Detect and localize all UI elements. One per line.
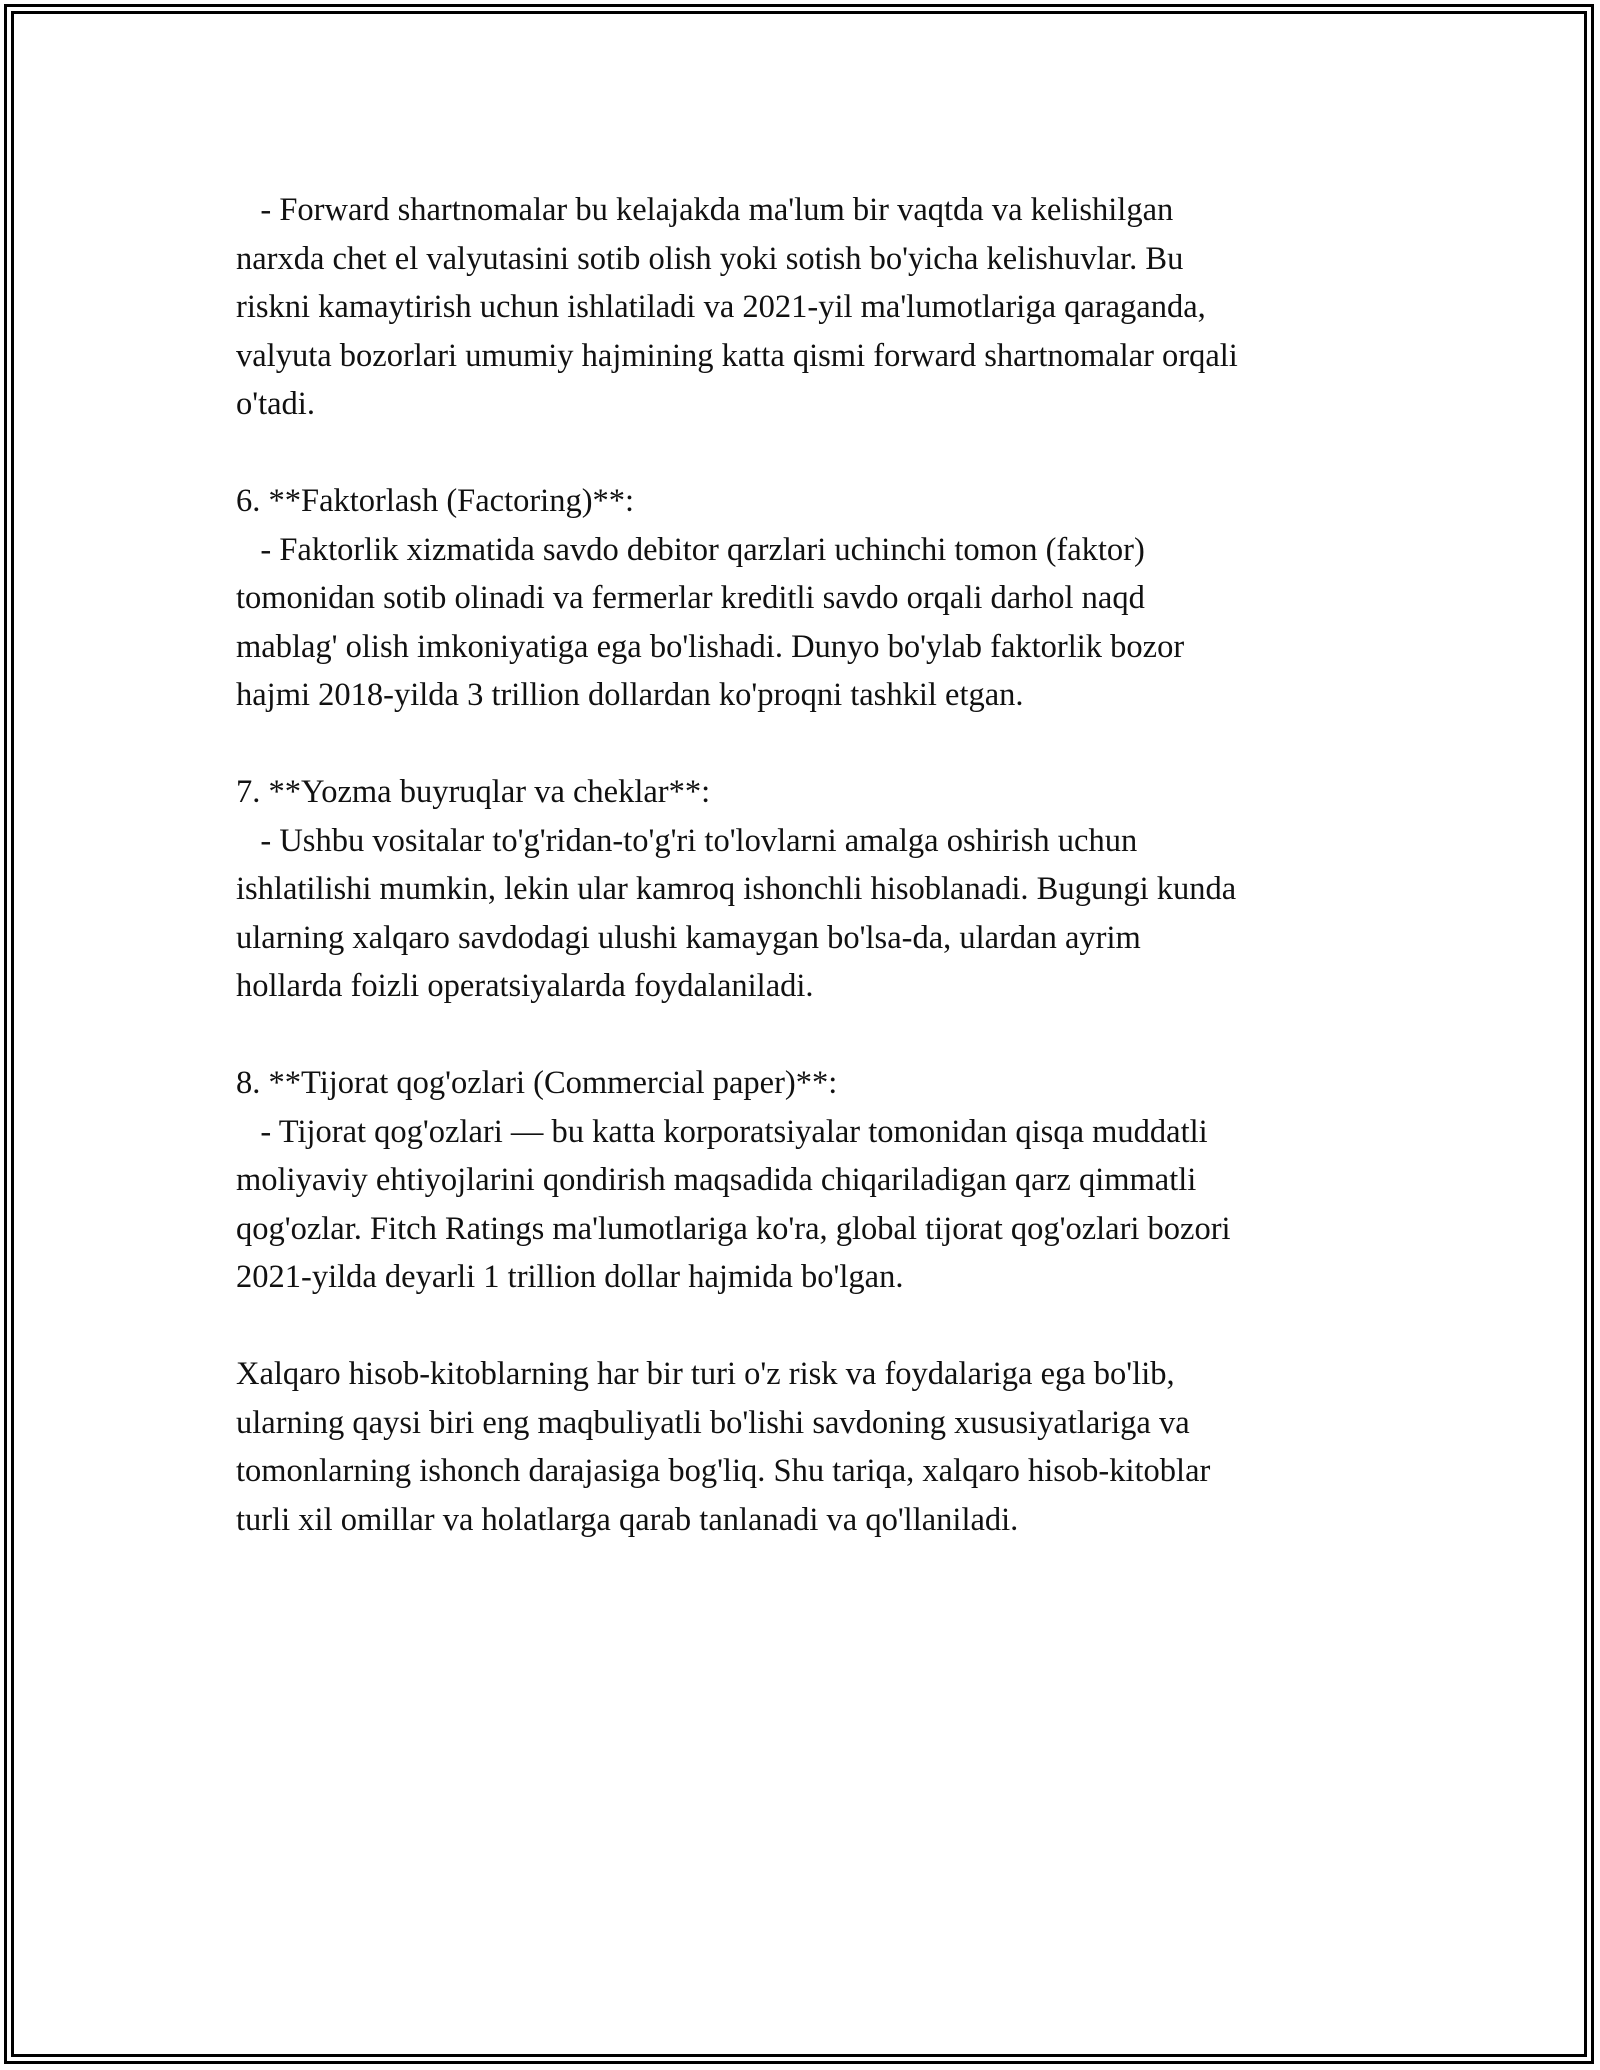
text-line: - Ushbu vositalar to'g'ridan-to'g'ri to'lovlarni amalga oshirish uchun: [236, 822, 1138, 859]
document-body: [236, 186, 1386, 1544]
text-line: Xalqaro hisob-kitoblarning har bir turi o'z risk va foydalariga ega bo'lib,: [236, 1356, 1175, 1392]
text-line: 2021-yilda deyarli 1 trillion dollar hajmida bo'lgan.: [236, 1259, 904, 1295]
section-factoring: [236, 477, 1386, 720]
text-line: moliyaviy ehtiyojlarini qondirish maqsadida chiqariladigan qarz qimmatli: [236, 1162, 1197, 1198]
text-line: qog'ozlar. Fitch Ratings ma'lumotlariga ko'ra, global tijorat qog'ozlari bozori: [236, 1210, 1231, 1247]
text-line: - Faktorlik xizmatida savdo debitor qarzlari uchinchi tomon (faktor): [236, 531, 1145, 568]
text-line: ularning qaysi biri eng maqbuliyatli bo'lishi savdoning xususiyatlariga va: [236, 1404, 1190, 1441]
text-line: ularning xalqaro savdodagi ulushi kamaygan bo'lsa-da, ulardan ayrim: [236, 919, 1141, 956]
text-line: riskni kamaytirish uchun ishlatiladi va 2021-yil ma'lumotlariga qaraganda,: [236, 289, 1206, 325]
spacer: [236, 429, 1386, 478]
text-line: tomonlarning ishonch darajasiga bog'liq. Shu tariqa, xalqaro hisob-kitoblar: [236, 1453, 1211, 1489]
forward-contracts-paragraph: [236, 186, 1386, 429]
text-line: ishlatilishi mumkin, lekin ular kamroq ishonchli hisoblanadi. Bugungi kunda: [236, 871, 1237, 907]
section-heading: 8. **Tijorat qog'ozlari (Commercial paper)**:: [236, 1065, 838, 1101]
section-heading: 7. **Yozma buyruqlar va cheklar**:: [236, 774, 711, 810]
spacer: [236, 1302, 1386, 1351]
text-line: hollarda foizli operatsiyalarda foydalaniladi.: [236, 968, 814, 1004]
text-line: o'tadi.: [236, 386, 315, 422]
text-line: tomonidan sotib olinadi va fermerlar kreditli savdo orqali darhol naqd: [236, 580, 1145, 616]
section-commercial-paper: [236, 1059, 1386, 1302]
text-line: hajmi 2018-yilda 3 trillion dollardan ko'proqni tashkil etgan.: [236, 677, 1024, 713]
spacer: [236, 720, 1386, 769]
text-line: - Forward shartnomalar bu kelajakda ma'lum bir vaqtda va kelishilgan: [236, 192, 1174, 228]
text-line: mablag' olish imkoniyatiga ega bo'lishadi. Dunyo bo'ylab faktorlik bozor: [236, 628, 1185, 665]
section-heading: 6. **Faktorlash (Factoring)**:: [236, 483, 635, 519]
text-line: - Tijorat qog'ozlari — bu katta korporatsiyalar tomonidan qisqa muddatli: [236, 1113, 1208, 1150]
text-line: valyuta bozorlari umumiy hajmining katta qismi forward shartnomalar orqali: [236, 337, 1238, 374]
spacer: [236, 1011, 1386, 1060]
text-line: narxda chet el valyutasini sotib olish yoki sotish bo'yicha kelishuvlar. Bu: [236, 240, 1184, 277]
section-orders-cheques: [236, 768, 1386, 1011]
conclusion-paragraph: [236, 1350, 1386, 1544]
text-line: turli xil omillar va holatlarga qarab tanlanadi va qo'llaniladi.: [236, 1501, 1019, 1538]
